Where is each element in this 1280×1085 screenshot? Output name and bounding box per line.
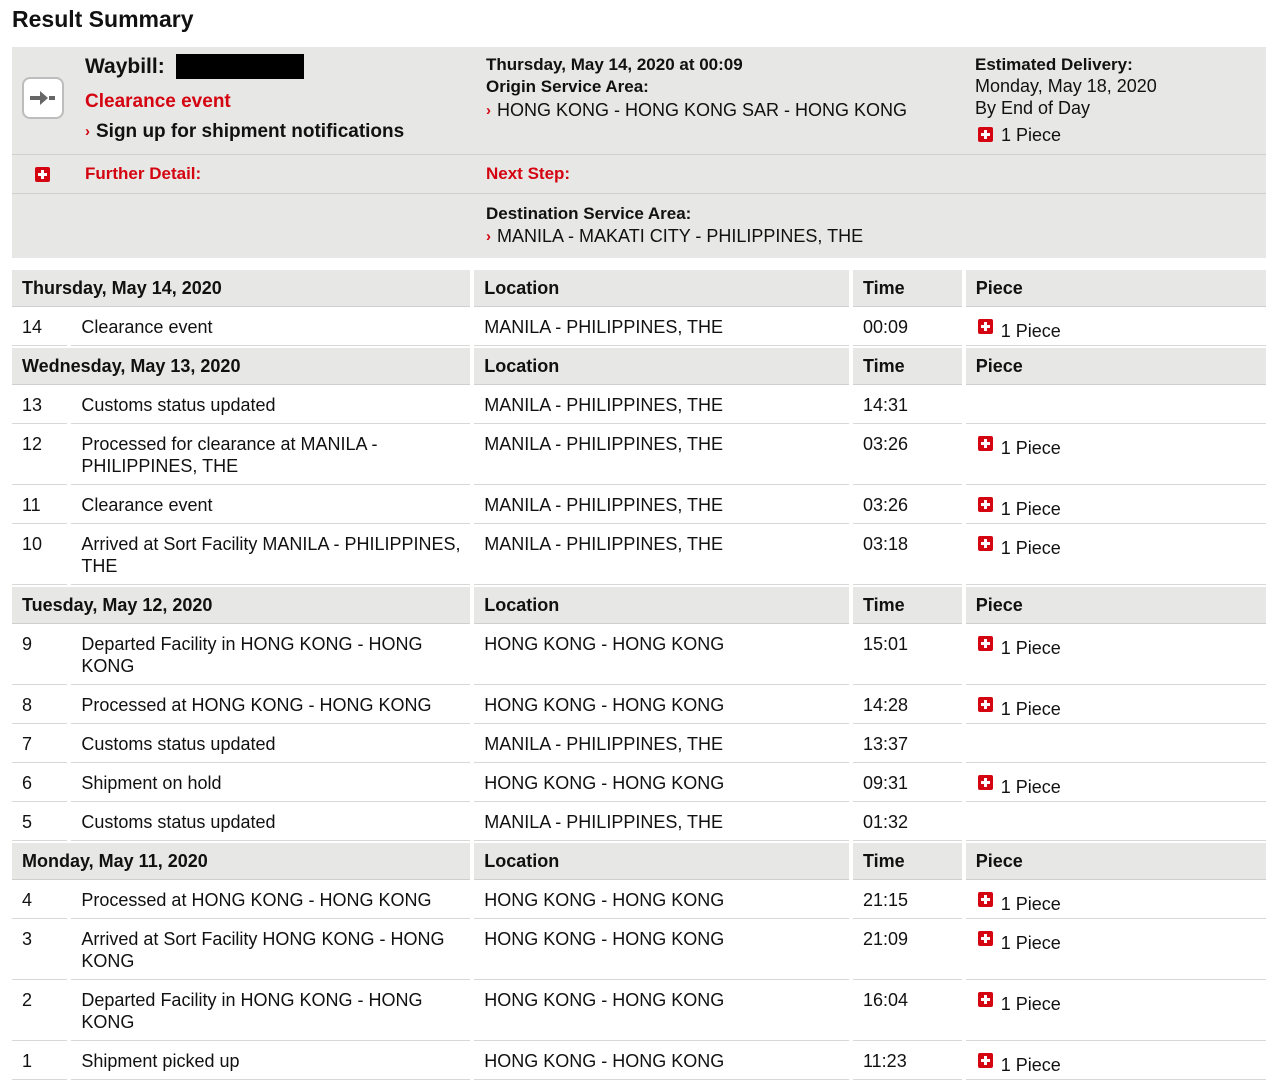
estimated-delivery-date: Monday, May 18, 2020 xyxy=(975,76,1157,96)
result-summary-panel xyxy=(12,47,1266,258)
time-column-header: Time xyxy=(853,348,962,385)
event-row xyxy=(12,1043,1266,1080)
event-time: 15:01 xyxy=(853,626,962,685)
estimated-pieces-toggle[interactable] xyxy=(978,125,1061,146)
piece-expand-icon[interactable] xyxy=(978,319,993,334)
piece-expand-icon[interactable] xyxy=(978,1053,993,1068)
destination-service-area-value: MANILA - MAKATI CITY - PHILIPPINES, THE xyxy=(497,226,864,246)
piece-expand-icon[interactable] xyxy=(978,497,993,512)
event-row xyxy=(12,921,1266,980)
event-piece xyxy=(966,982,1266,1041)
day-header-row xyxy=(12,587,1266,624)
destination-service-area-link[interactable] xyxy=(486,226,863,247)
piece-expand-icon[interactable] xyxy=(978,436,993,451)
day-header-row xyxy=(12,843,1266,880)
waybill-label: Waybill: xyxy=(85,55,165,78)
event-piece xyxy=(966,487,1266,524)
event-piece xyxy=(966,1043,1266,1080)
event-number: 12 xyxy=(12,426,67,485)
event-number: 8 xyxy=(12,687,67,724)
event-row xyxy=(12,309,1266,346)
event-location: HONG KONG - HONG KONG xyxy=(474,1043,849,1080)
event-piece xyxy=(966,687,1266,724)
event-time: 03:26 xyxy=(853,487,962,524)
event-time: 03:18 xyxy=(853,526,962,585)
event-description: Processed at HONG KONG - HONG KONG xyxy=(71,882,470,919)
location-column-header: Location xyxy=(474,843,849,880)
day-header-row xyxy=(12,270,1266,307)
event-row xyxy=(12,726,1266,763)
chevron-right-icon: › xyxy=(486,102,491,119)
event-location: MANILA - PHILIPPINES, THE xyxy=(474,726,849,763)
event-row xyxy=(12,882,1266,919)
piece-count[interactable]: 1 Piece xyxy=(1000,499,1061,519)
estimated-delivery-time: By End of Day xyxy=(975,98,1091,118)
day-header-row xyxy=(12,348,1266,385)
event-location: HONG KONG - HONG KONG xyxy=(474,765,849,802)
piece-count[interactable]: 1 Piece xyxy=(1000,321,1061,341)
status-arrow-icon xyxy=(22,77,64,119)
event-location: MANILA - PHILIPPINES, THE xyxy=(474,426,849,485)
piece-count[interactable]: 1 Piece xyxy=(1000,777,1061,797)
piece-count[interactable]: 1 Piece xyxy=(1000,1055,1061,1075)
event-number: 3 xyxy=(12,921,67,980)
event-description: Arrived at Sort Facility MANILA - PHILIPPINES, THE xyxy=(71,526,470,585)
event-location: HONG KONG - HONG KONG xyxy=(474,982,849,1041)
event-row xyxy=(12,526,1266,585)
event-piece xyxy=(966,765,1266,802)
event-description: Customs status updated xyxy=(71,387,470,424)
event-description: Processed for clearance at MANILA - PHILIPPINES, THE xyxy=(71,426,470,485)
event-description: Arrived at Sort Facility HONG KONG - HONG KONG xyxy=(71,921,470,980)
event-number: 2 xyxy=(12,982,67,1041)
event-location: HONG KONG - HONG KONG xyxy=(474,687,849,724)
further-detail-row xyxy=(12,155,1266,194)
time-column-header: Time xyxy=(853,587,962,624)
estimated-delivery-label: Estimated Delivery: xyxy=(975,55,1133,74)
event-time: 01:32 xyxy=(853,804,962,841)
piece-count[interactable]: 1 Piece xyxy=(1000,933,1061,953)
event-time: 13:37 xyxy=(853,726,962,763)
piece-expand-icon[interactable] xyxy=(978,892,993,907)
piece-column-header: Piece xyxy=(966,348,1266,385)
piece-expand-icon[interactable] xyxy=(978,536,993,551)
event-description: Customs status updated xyxy=(71,804,470,841)
piece-count[interactable]: 1 Piece xyxy=(1000,538,1061,558)
summary-main-row xyxy=(12,47,1266,155)
further-detail-expand-icon[interactable] xyxy=(35,167,50,182)
event-row xyxy=(12,804,1266,841)
event-piece xyxy=(966,309,1266,346)
page-title: Result Summary xyxy=(12,6,194,32)
event-location: MANILA - PHILIPPINES, THE xyxy=(474,804,849,841)
piece-expand-icon[interactable] xyxy=(978,992,993,1007)
event-description: Customs status updated xyxy=(71,726,470,763)
event-time: 16:04 xyxy=(853,982,962,1041)
piece-count[interactable]: 1 Piece xyxy=(1000,699,1061,719)
signup-notifications-link[interactable] xyxy=(85,121,404,143)
event-description: Shipment on hold xyxy=(71,765,470,802)
event-row xyxy=(12,426,1266,485)
piece-count[interactable]: 1 Piece xyxy=(1000,438,1061,458)
event-row xyxy=(12,687,1266,724)
location-column-header: Location xyxy=(474,348,849,385)
event-number: 9 xyxy=(12,626,67,685)
event-piece xyxy=(966,882,1266,919)
event-row xyxy=(12,487,1266,524)
estimated-pieces-label: 1 Piece xyxy=(1001,125,1062,145)
piece-expand-icon[interactable] xyxy=(978,931,993,946)
origin-service-area-label: Origin Service Area: xyxy=(486,77,649,96)
destination-row xyxy=(12,194,1266,258)
event-row xyxy=(12,765,1266,802)
event-piece xyxy=(966,426,1266,485)
expand-plus-icon[interactable] xyxy=(978,127,993,142)
event-location: MANILA - PHILIPPINES, THE xyxy=(474,526,849,585)
event-time: 14:28 xyxy=(853,687,962,724)
event-number: 11 xyxy=(12,487,67,524)
event-time: 03:26 xyxy=(853,426,962,485)
event-location: HONG KONG - HONG KONG xyxy=(474,626,849,685)
event-number: 6 xyxy=(12,765,67,802)
event-location: MANILA - PHILIPPINES, THE xyxy=(474,309,849,346)
event-piece xyxy=(966,921,1266,980)
event-time: 09:31 xyxy=(853,765,962,802)
event-piece xyxy=(966,387,1266,424)
location-column-header: Location xyxy=(474,587,849,624)
piece-count[interactable]: 1 Piece xyxy=(1000,638,1061,658)
event-time: 14:31 xyxy=(853,387,962,424)
event-piece xyxy=(966,726,1266,763)
piece-expand-icon[interactable] xyxy=(978,636,993,651)
day-header-date: Wednesday, May 13, 2020 xyxy=(12,348,470,385)
origin-service-area-value: HONG KONG - HONG KONG SAR - HONG KONG xyxy=(497,100,908,120)
chevron-right-icon: › xyxy=(85,123,90,140)
shipment-history-table xyxy=(8,268,1270,1082)
signup-notifications-label: Sign up for shipment notifications xyxy=(96,121,405,142)
piece-count[interactable]: 1 Piece xyxy=(1000,994,1061,1014)
event-description: Clearance event xyxy=(71,487,470,524)
time-column-header: Time xyxy=(853,843,962,880)
event-description: Shipment picked up xyxy=(71,1043,470,1080)
event-row xyxy=(12,982,1266,1041)
event-row xyxy=(12,626,1266,685)
event-number: 10 xyxy=(12,526,67,585)
event-number: 5 xyxy=(12,804,67,841)
piece-column-header: Piece xyxy=(966,270,1266,307)
event-time: 21:09 xyxy=(853,921,962,980)
event-location: HONG KONG - HONG KONG xyxy=(474,921,849,980)
origin-service-area-link[interactable] xyxy=(486,100,907,121)
waybill-number-redacted xyxy=(176,54,304,79)
event-description: Clearance event xyxy=(71,309,470,346)
piece-expand-icon[interactable] xyxy=(978,697,993,712)
event-description: Departed Facility in HONG KONG - HONG KONG xyxy=(71,982,470,1041)
chevron-right-icon: › xyxy=(486,228,491,245)
day-header-date: Thursday, May 14, 2020 xyxy=(12,270,470,307)
event-number: 1 xyxy=(12,1043,67,1080)
event-piece xyxy=(966,804,1266,841)
further-detail-label[interactable]: Further Detail: xyxy=(85,164,202,183)
event-number: 7 xyxy=(12,726,67,763)
piece-column-header: Piece xyxy=(966,587,1266,624)
next-step-label: Next Step: xyxy=(486,164,571,183)
event-location: MANILA - PHILIPPINES, THE xyxy=(474,487,849,524)
piece-column-header: Piece xyxy=(966,843,1266,880)
origin-datetime: Thursday, May 14, 2020 at 00:09 xyxy=(486,55,743,74)
event-time: 21:15 xyxy=(853,882,962,919)
event-piece xyxy=(966,526,1266,585)
event-location: HONG KONG - HONG KONG xyxy=(474,882,849,919)
piece-expand-icon[interactable] xyxy=(978,775,993,790)
day-header-date: Tuesday, May 12, 2020 xyxy=(12,587,470,624)
shipment-status: Clearance event xyxy=(85,91,231,112)
event-piece xyxy=(966,626,1266,685)
location-column-header: Location xyxy=(474,270,849,307)
event-time: 11:23 xyxy=(853,1043,962,1080)
destination-service-area-label: Destination Service Area: xyxy=(486,204,692,223)
event-number: 4 xyxy=(12,882,67,919)
piece-count[interactable]: 1 Piece xyxy=(1000,894,1061,914)
event-time: 00:09 xyxy=(853,309,962,346)
event-description: Departed Facility in HONG KONG - HONG KONG xyxy=(71,626,470,685)
event-number: 14 xyxy=(12,309,67,346)
event-row xyxy=(12,387,1266,424)
time-column-header: Time xyxy=(853,270,962,307)
event-location: MANILA - PHILIPPINES, THE xyxy=(474,387,849,424)
event-description: Processed at HONG KONG - HONG KONG xyxy=(71,687,470,724)
event-number: 13 xyxy=(12,387,67,424)
day-header-date: Monday, May 11, 2020 xyxy=(12,843,470,880)
